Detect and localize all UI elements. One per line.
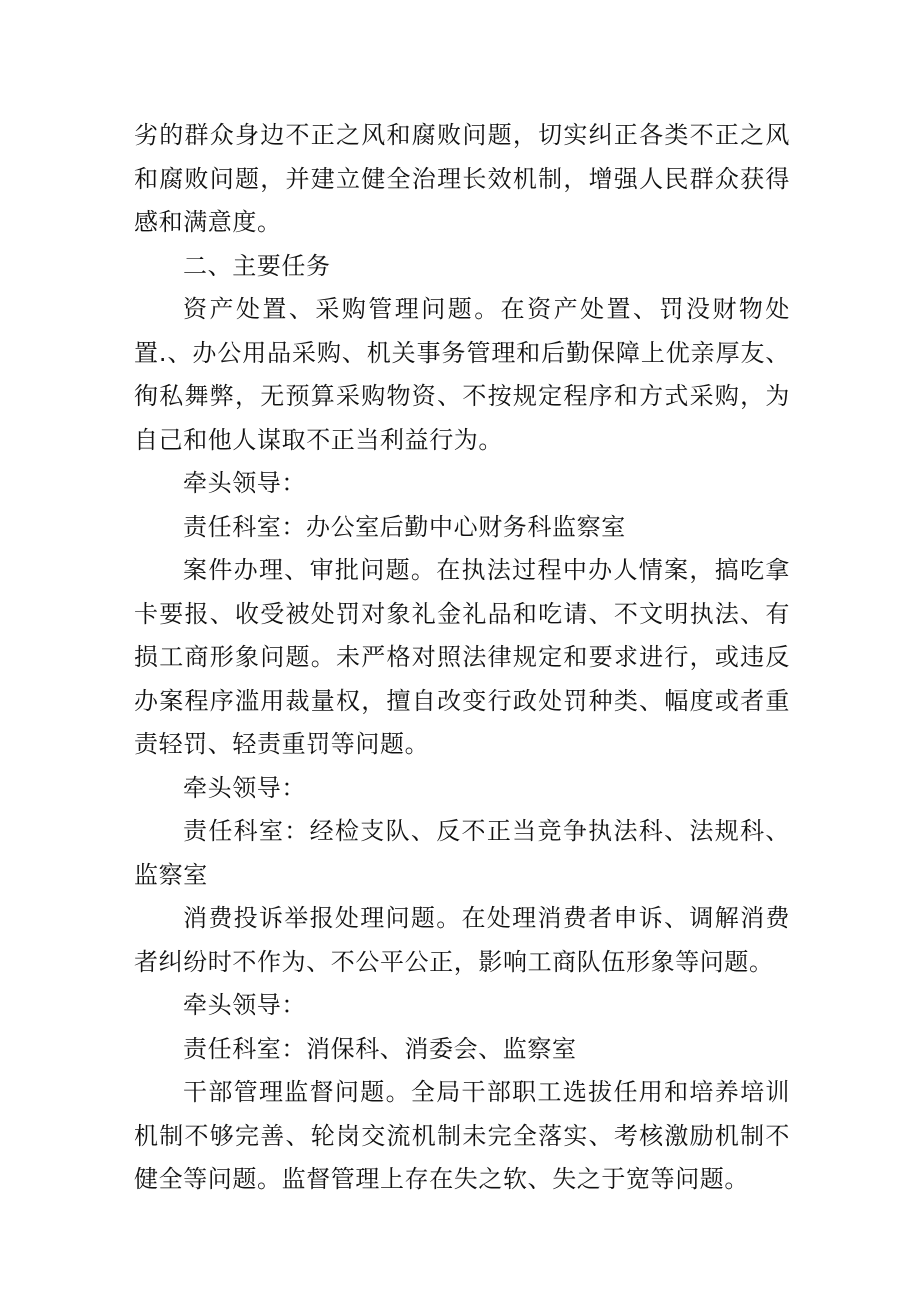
section-heading: 二、主要任务 bbox=[183, 251, 331, 280]
lead-leader-2: 牵头领导： bbox=[183, 773, 306, 802]
paragraph-cadre-management: 干部管理监督问题。全局干部职工选拔任用和培养培训机制不够完善、轮岗交流机制未完全落实、考核激励机制不健全等问题。监督管理上存在失之软、失之于宽等问题。 bbox=[134, 1078, 790, 1193]
paragraph-1: 劣的群众身边不正之风和腐败问题，切实纠正各类不正之风和腐败问题，并建立健全治理长效机制，增强人民群众获得感和满意度。 bbox=[134, 121, 790, 236]
responsible-office-2: 责任科室：经检支队、反不正当竞争执法科、法规科、监察室 bbox=[134, 817, 790, 889]
paragraph-case-handling: 案件办理、审批问题。在执法过程中办人情案，搞吃拿卡要报、收受被处罚对象礼金礼品和吃请、不文明执法、有损工商形象问题。未严格对照法律规定和要求进行，或违反办案程序滥用裁量权，擅自改变行政处罚种类、幅度或者重责轻罚、轻责重罚等问题。 bbox=[134, 556, 790, 758]
paragraph-asset-procurement: 资产处置、采购管理问题。在资产处置、罚没财物处置.、办公用品采购、机关事务管理和后勤保障上优亲厚友、徇私舞弊，无预算采购物资、不按规定程序和方式采购，为自己和他人谋取不正当利益行为。 bbox=[134, 295, 790, 454]
document-body bbox=[134, 114, 790, 1202]
lead-leader-1: 牵头领导： bbox=[183, 469, 306, 497]
responsible-office-3: 责任科室：消保科、消委会、监察室 bbox=[183, 1034, 577, 1063]
lead-leader-3: 牵头领导： bbox=[183, 991, 306, 1019]
responsible-office-1: 责任科室：办公室后勤中心财务科监察室 bbox=[183, 512, 626, 541]
paragraph-consumer-complaints: 消费投诉举报处理问题。在处理消费者申诉、调解消费者纠纷时不作为、不公平公正，影响工商队伍形象等问题。 bbox=[134, 904, 790, 976]
